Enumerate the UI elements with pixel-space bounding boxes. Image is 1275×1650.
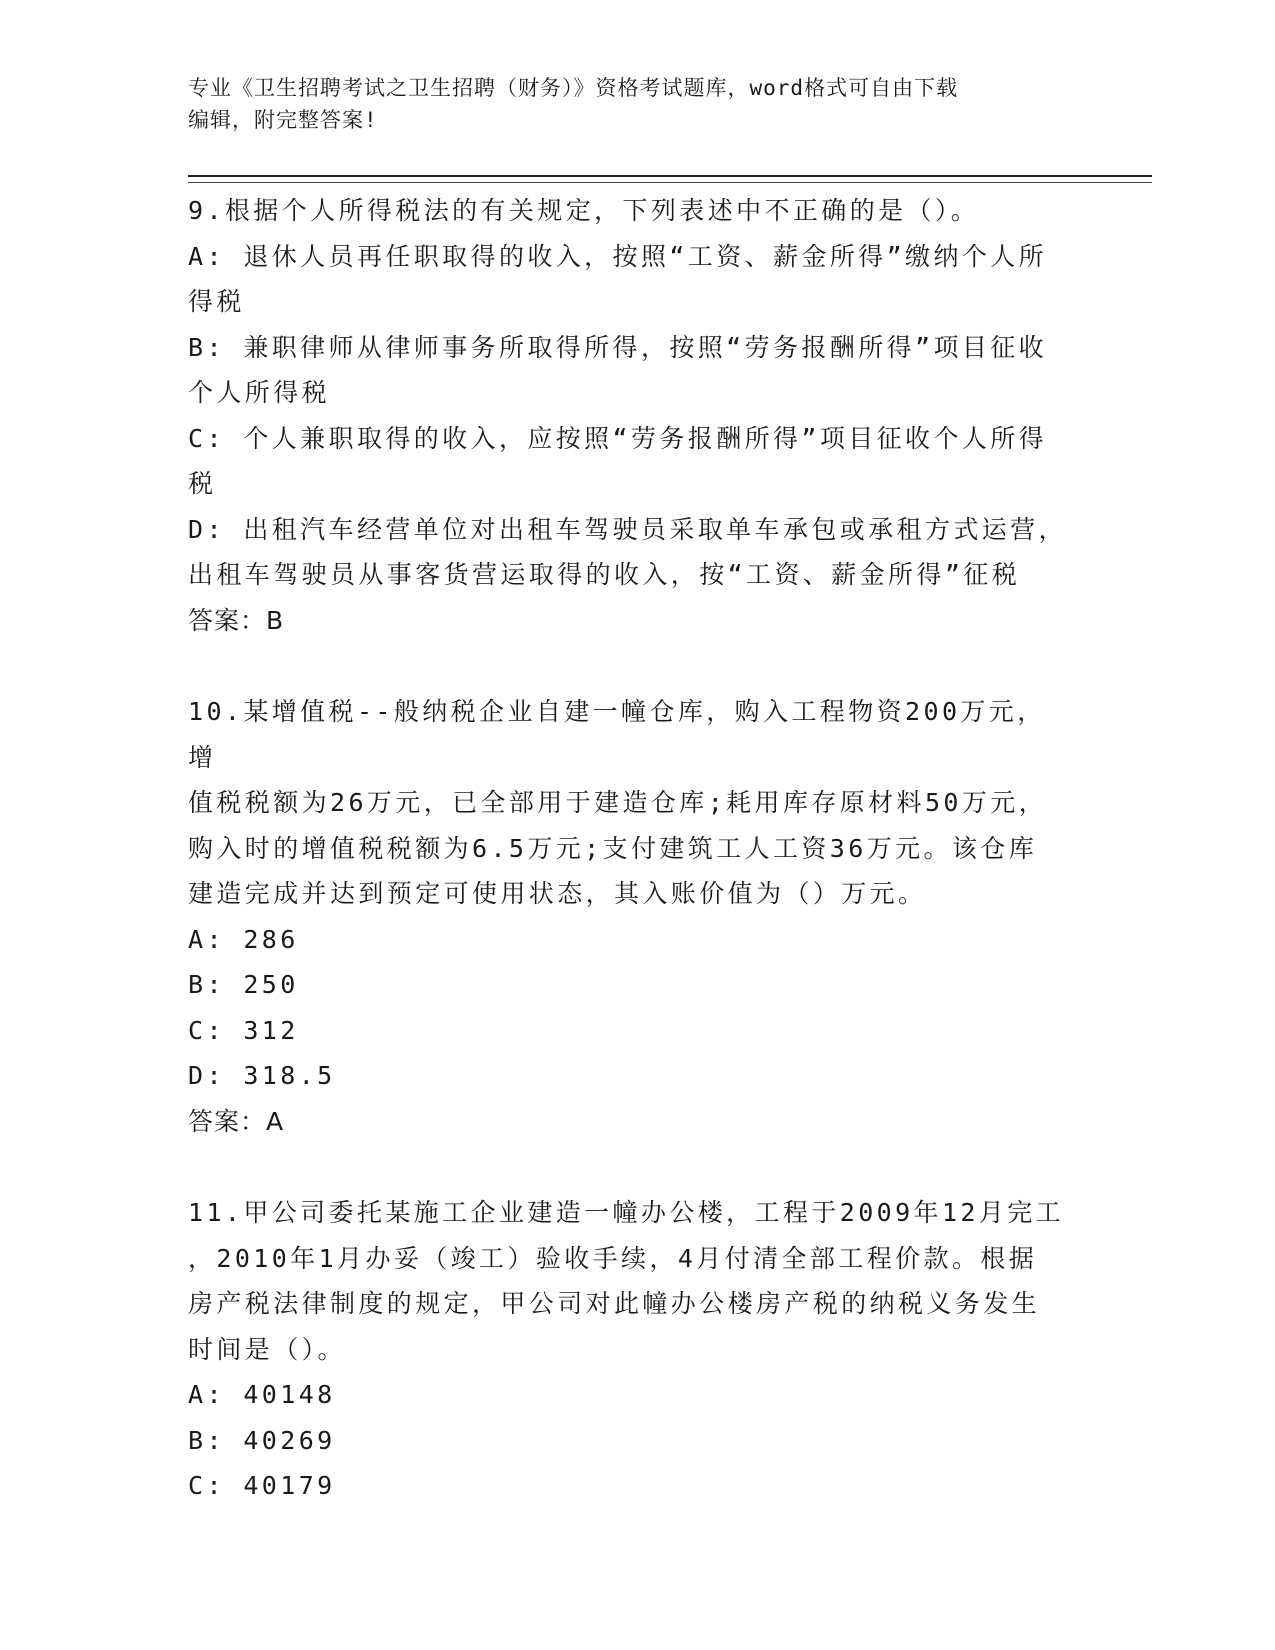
option-b (188, 325, 1068, 416)
header-line-2: 编辑，附完整答案! (188, 108, 378, 132)
option-c: C: 312 (188, 1015, 299, 1045)
question-9 (188, 188, 1068, 643)
question-stem: 值税税额为26万元，已全部用于建造仓库;耗用库存原材料50万元， (188, 788, 1048, 817)
option-c (188, 416, 1068, 507)
option-line: 税 (188, 469, 217, 498)
document-header (188, 72, 1068, 136)
option-b: B: 40269 (188, 1425, 336, 1455)
option-line: C: 个人兼职取得的收入，应按照“劳务报酬所得”项目征收个人所得 (188, 423, 1048, 453)
question-spacer (188, 643, 1068, 689)
question-stem: 10.某增值税--般纳税企业自建一幢仓库，购入工程物资200万元，增 (188, 697, 1046, 772)
question-stem: 9.根据个人所得税法的有关规定，下列表述中不正确的是（）。 (188, 196, 980, 225)
question-list (188, 188, 1068, 1509)
header-divider-thin (188, 182, 1152, 183)
option-line: D: 出租汽车经营单位对出租车驾驶员采取单车承包或承租方式运营， (188, 514, 1067, 544)
option-line: B: 兼职律师从律师事务所取得所得，按照“劳务报酬所得”项目征收 (188, 332, 1048, 362)
question-stem: 房产税法律制度的规定，甲公司对此幢办公楼房产税的纳税义务发生 (188, 1289, 1041, 1318)
option-a: A: 286 (188, 924, 299, 954)
header-divider-thick (188, 175, 1152, 177)
option-b: B: 250 (188, 970, 299, 999)
question-spacer (188, 1144, 1068, 1190)
option-a (188, 234, 1068, 325)
option-line: 出租车驾驶员从事客货营运取得的收入，按“工资、薪金所得”征税 (188, 560, 1021, 589)
question-11 (188, 1190, 1068, 1509)
option-d: D: 318.5 (188, 1061, 336, 1090)
question-stem: ，2010年1月办妥（竣工）验收手续，4月付清全部工程价款。根据 (188, 1243, 1038, 1273)
option-line: 得税 (188, 287, 245, 316)
question-stem: 购入时的增值税税额为6.5万元;支付建筑工人工资36万元。该仓库 (188, 833, 1038, 863)
question-stem: 11.甲公司委托某施工企业建造一幢办公楼，工程于2009年12月完工 (188, 1198, 1065, 1227)
question-10 (188, 689, 1068, 1144)
option-line: A: 退休人员再任职取得的收入，按照“工资、薪金所得”缴纳个人所 (188, 241, 1048, 271)
option-d (188, 507, 1068, 598)
question-stem: 建造完成并达到预定可使用状态，其入账价值为（）万元。 (188, 879, 927, 908)
option-line: 个人所得税 (188, 378, 331, 407)
answer-label: 答案：B (188, 605, 285, 635)
header-line-1: 专业《卫生招聘考试之卫生招聘（财务）》资格考试题库，word格式可自由下载 (188, 76, 959, 100)
option-c: C: 40179 (188, 1471, 336, 1500)
answer-label: 答案：A (188, 1106, 285, 1136)
question-stem: 时间是（）。 (188, 1334, 346, 1364)
option-a: A: 40148 (188, 1380, 336, 1409)
